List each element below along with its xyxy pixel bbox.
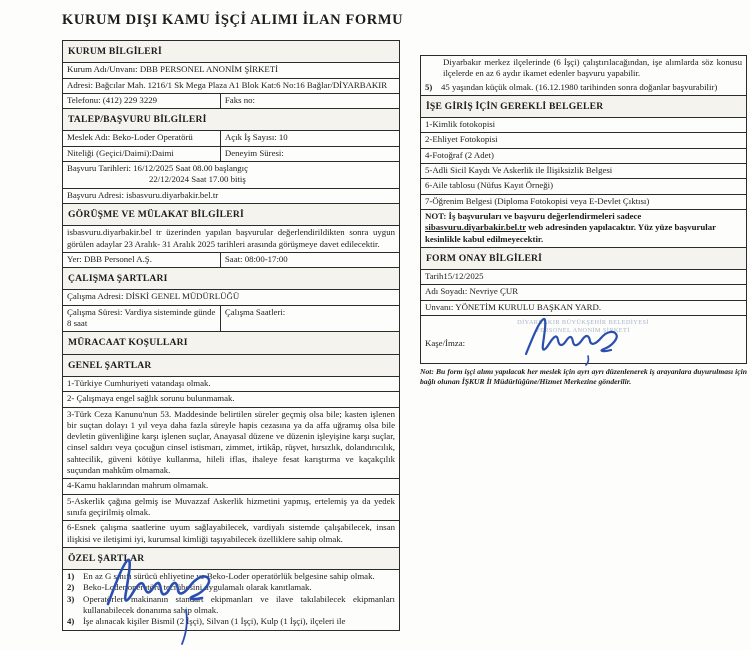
- belge-item: 1-Kimlik fotokopisi: [421, 117, 746, 132]
- field-nitelik: Niteliği (Geçici/Daimi):Daimi: [63, 147, 221, 161]
- genel-sart-item: 4-Kamu haklarından mahrum olmamak.: [63, 478, 399, 493]
- item-text: Operatörler makinanın standart ekipmanları ve ilave takılabilecek ekipmanları kullanabilecek donanıma sahip olmak.: [83, 593, 395, 615]
- field-basvuru-tarihleri: [63, 161, 399, 188]
- section-kurum-bilgileri: [62, 40, 400, 109]
- item-text: En az G sınıfı sürücü ehliyetine ve Beko-Loder operatörlük belgesine sahip olmak.: [83, 571, 375, 582]
- section-genel-sartlar: [62, 355, 400, 548]
- field-kase-imza: [421, 315, 746, 363]
- row-nitelik-deneyim: [63, 146, 399, 161]
- item-text: İşe alınacak kişiler Bismil (2 İşçi), Silvan (1 İşçi), Kulp (1 İşçi), ilçeleri ile: [83, 616, 346, 627]
- basvuru-url: sibasvuru.diyarbakir.bel.tr: [425, 222, 526, 233]
- ozel-sart-item: [67, 571, 395, 582]
- field-basvuru-adresi: Başvuru Adresi: isbasvuru.diyarbakir.bel.tr: [63, 188, 399, 203]
- basvuru-tarih-baslangic: Başvuru Tarihleri: 16/12/2025 Saat 08.00 başlangıç: [67, 163, 248, 174]
- section-header-talep: TALEP/BAŞVURU BİLGİLERİ: [63, 109, 399, 130]
- field-calisma-suresi: Çalışma Süresi: Vardiya sisteminde günde 8 saat: [63, 306, 221, 332]
- basvuru-tarih-bitis: 22/12/2024 Saat 17.00 bitiş: [149, 174, 246, 185]
- section-gorusme-mulakat: [62, 204, 400, 268]
- field-saat: Saat: 08:00-17:00: [224, 253, 288, 264]
- kase-imza-label: Kaşe/İmza:: [425, 338, 466, 349]
- ozel-sartlar-listesi: [63, 569, 399, 629]
- section-header-kurum: KURUM BİLGİLERİ: [63, 41, 399, 62]
- genel-sart-item: 5-Askerlik çağına gelmiş ise Muvazzaf Askerlik hizmetini yapmış, ertelemiş ya da yedek sınıfa geçirilmiş olmak.: [63, 494, 399, 521]
- not-metni-devam: web adresinden yapılacaktır. Yüz yüze başvurular kesinlikle kabul edilmeyecektir.: [425, 222, 716, 244]
- field-calisma-saatleri: Çalışma Saatleri:: [224, 306, 286, 317]
- row-sure-saatler: [63, 305, 399, 332]
- stamp-line: PERSONEL ANONİM ŞİRKETİ: [536, 327, 630, 335]
- item-number: 5): [425, 81, 433, 92]
- section-ozel-sartlar-devam: [420, 55, 747, 96]
- section-talep-basvuru: [62, 109, 400, 204]
- section-header-belgeler: İŞE GİRİŞ İÇİN GEREKLİ BELGELER: [421, 96, 746, 117]
- ozel-sart-item: [67, 594, 395, 617]
- row-yer-saat: [63, 252, 399, 267]
- company-stamp: [483, 319, 683, 335]
- section-calisma-sartlari: [62, 268, 400, 332]
- field-acik-is-sayisi: Açık İş Sayısı: 10: [224, 132, 288, 143]
- section-header-ozel: ÖZEL ŞARTLAR: [63, 548, 399, 569]
- section-form-onay: [420, 248, 747, 364]
- belge-item: 6-Aile tablosu (Nüfus Kayıt Örneği): [421, 178, 746, 193]
- right-column: [420, 55, 747, 386]
- section-header-gorusme: GÖRÜŞME VE MÜLAKAT BİLGİLERİ: [63, 204, 399, 225]
- field-calisma-adresi: Çalışma Adresi: DİSKİ GENEL MÜDÜRLÜĞÜ: [63, 289, 399, 304]
- item-number: 1): [67, 571, 75, 582]
- belge-item: 5-Adli Sicil Kaydı Ve Askerlik ile İlişiksizlik Belgesi: [421, 163, 746, 178]
- section-header-muracaat: MÜRACAAT KOŞULLARI: [63, 332, 399, 353]
- field-telefon: Telefonu: (412) 229 3229: [63, 94, 221, 108]
- field-deneyim: Deneyim Süresi:: [224, 147, 284, 158]
- item-number: 4): [67, 616, 75, 627]
- item-text: Beko-Loder operatörü tecrübesini uygulamalı olarak kanıtlamak.: [83, 582, 312, 593]
- gorusme-aciklama: isbasvuru.diyarbakir.bel tr üzerinden yapılan başvurular değerlendirildikten sonra uygun görülen adaylar 23 Aralık- 31 Aralık 2025 tarihleri arasında görüşmeye davet edilecektir.: [63, 225, 399, 252]
- item-text: 45 yaşından küçük olmak. (16.12.1980 tarihinden sonra doğanlar başvurabilir): [441, 81, 718, 92]
- section-header-genel: GENEL ŞARTLAR: [63, 355, 399, 376]
- section-gerekli-belgeler: [420, 96, 747, 248]
- page-title: KURUM DIŞI KAMU İŞÇİ ALIMI İLAN FORMU: [62, 12, 404, 28]
- ozel-sart-item-5: [421, 82, 746, 95]
- item-number: 2): [67, 582, 75, 593]
- field-kurum-unvan: Kurum Adı/Unvanı: DBB PERSONEL ANONİM ŞİRKETİ: [63, 62, 399, 77]
- belge-item: 2-Ehliyet Fotokopisi: [421, 132, 746, 147]
- row-telefon-faks: [63, 93, 399, 108]
- field-yer: Yer: DBB Personel A.Ş.: [63, 253, 221, 267]
- belge-item: 4-Fotoğraf (2 Adet): [421, 148, 746, 163]
- section-ozel-sartlar: [62, 548, 400, 631]
- item-number: 3): [67, 593, 75, 604]
- genel-sart-item: 1-Türkiye Cumhuriyeti vatandaşı olmak.: [63, 376, 399, 391]
- field-unvani: Unvanı: YÖNETİM KURULU BAŞKAN YARD.: [421, 300, 746, 315]
- belge-item: 7-Öğrenim Belgesi (Diploma Fotokopisi veya E-Devlet Çıktısı): [421, 194, 746, 209]
- field-faks: Faks no:: [224, 94, 255, 105]
- form-dipnot: Not: Bu form işçi alımı yapılacak her meslek için ayrı ayrı düzenlenerek iş arayanlara duyurulması için bağlı olunan İŞKUR İl Müdürlüğüne/Hizmet Merkezine gönderilir.: [420, 367, 747, 386]
- stamp-line: DİYARBAKIR BÜYÜKŞEHİR BELEDİYESİ: [517, 319, 649, 327]
- field-kurum-adres: Adresi: Bağcılar Mah. 1216/1 Sk Mega Plaza A1 Blok Kat:6 No:16 Bağlar/DİYARBAKIR: [63, 78, 399, 93]
- section-header-onay: FORM ONAY BİLGİLERİ: [421, 248, 746, 269]
- field-tarih: Tarih15/12/2025: [421, 269, 746, 284]
- genel-sart-item: 2- Çalışmaya engel sağlık sorunu bulunmamak.: [63, 391, 399, 406]
- not-metni: NOT: İş başvuruları ve başvuru değerlendirmeleri sadece: [425, 210, 642, 221]
- section-muracaat-kosullari: [62, 332, 400, 354]
- ozel-sart-item: [67, 616, 395, 627]
- section-header-calisma: ÇALIŞMA ŞARTLARI: [63, 268, 399, 289]
- row-meslek-acik: [63, 130, 399, 145]
- genel-sart-item: 6-Esnek çalışma saatlerine uyum sağlayabilecek, vardiyalı sistemde çalışabilecek, insan ilişkisi ve iletişimi iyi, kurumsal kimliği taşıyabilecek özelliklere sahip olmak.: [63, 520, 399, 547]
- field-adi-soyadi: Adı Soyadı: Nevriye ÇUR: [421, 284, 746, 299]
- genel-sart-item: 3-Türk Ceza Kanunu'nun 53. Maddesinde belirtilen süreler geçmiş olsa bile; kasten işlenen bir suçtan dolayı 1 yıl veya daha fazla süreyle hapis cezasına ya da affa uğramış olsa bile devletin güvenliğine karşı işlenen suçlar, Anayasal düzene ve düzenin işleyişine karşı suçlar, cinsel saldırı veya çocuğun cinsel istismarı, zimmet, irtikâp, rüşvet, hırsızlık, dolandırıcılık, sahtecilik, güveni kötüye kullanma, hileli iflas, ihaleye fesat karıştırma ve kaçakçılık suçundan mahkûm olmamak.: [63, 407, 399, 479]
- field-meslek: Meslek Adı: Beko-Loder Operatörü: [63, 131, 221, 145]
- ozel-sart-devam-metni: Diyarbakır merkez ilçelerinde (6 İşçi) çalıştırılacağından, işe alımlarda söz konusu ilçelerde en az 6 aydır ikamet edenler başvuru yapabilir.: [443, 57, 742, 79]
- ozel-sart-item: [67, 582, 395, 593]
- belgeler-not: [421, 209, 746, 247]
- left-column: [62, 40, 400, 631]
